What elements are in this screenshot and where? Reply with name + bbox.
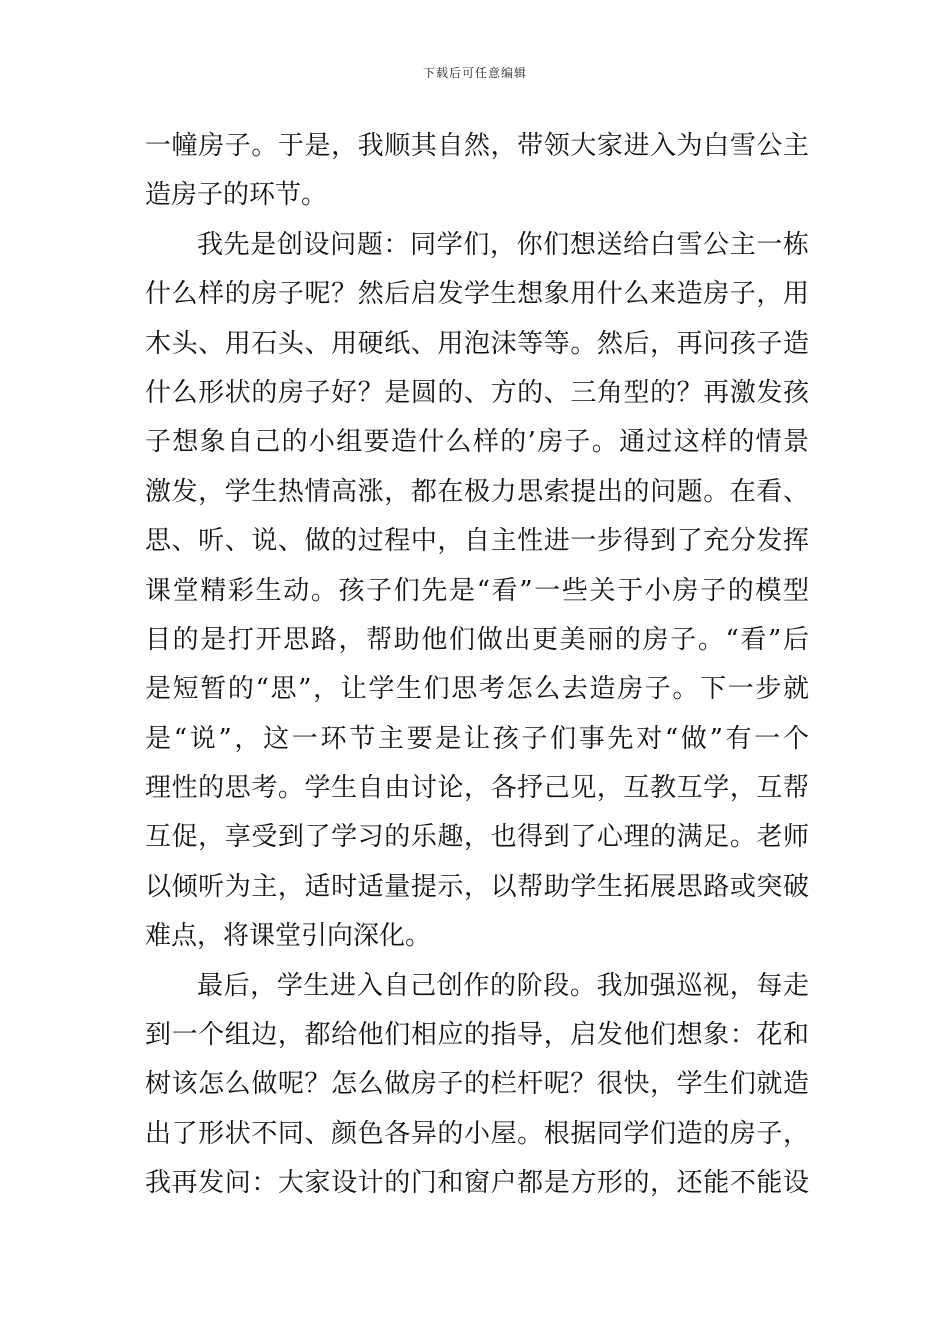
text-line: 最后，学生进入自己创作的阶段。我加强巡视，每走 xyxy=(197,970,809,1001)
text-line: 木头、用石头、用硬纸、用泡沫等等。然后，再问孩子造 xyxy=(145,328,809,359)
text-line: 出了形状不同、颜色各异的小屋。根据同学们造的房子， xyxy=(145,1118,809,1149)
text-line: 一幢房子。于是，我顺其自然，带领大家进入为白雪公主 xyxy=(145,131,809,161)
text-line: 我再发问：大家设计的门和窗户都是方形的，还能不能设 xyxy=(145,1168,809,1199)
text-line: 什么样的房子呢？然后启发学生想象用什么来造房子，用 xyxy=(145,279,809,310)
text-line: 什么形状的房子好？是圆的、方的、三角型的？再激发孩 xyxy=(145,377,809,408)
body-text xyxy=(145,122,809,1209)
text-line: 难点，将课堂引向深化。 xyxy=(145,921,432,952)
page-header-note: 下载后可任意编辑 xyxy=(422,66,527,80)
text-line: 互促，享受到了学习的乐趣，也得到了心理的满足。老师 xyxy=(145,822,809,853)
text-line: 子想象自己的小组要造什么样的’房子。通过这样的情景 xyxy=(145,427,809,458)
text-line: 树该怎么做呢？怎么做房子的栏杆呢？很快，学生们就造 xyxy=(145,1069,809,1100)
text-line: 造房子的环节。 xyxy=(145,180,328,211)
text-line: 思、听、说、做的过程中，自主性进一步得到了充分发挥 xyxy=(145,526,809,557)
text-line: 以倾听为主，适时适量提示，以帮助学生拓展思路或突破 xyxy=(145,871,809,902)
text-line: 理性的思考。学生自由讨论，各抒己见，互教互学，互帮 xyxy=(145,773,809,804)
text-line: 目的是打开思路，帮助他们做出更美丽的房子。“看”后 xyxy=(145,624,809,655)
text-line: 课堂精彩生动。孩子们先是“看”一些关于小房子的模型 xyxy=(145,575,809,606)
text-line: 到一个组边，都给他们相应的指导，启发他们想象：花和 xyxy=(145,1020,809,1051)
text-line: 激发，学生热情高涨，都在极力思索提出的问题。在看、 xyxy=(145,476,809,507)
text-line: 是“说”，这一环节主要是让孩子们事先对“做”有一个 xyxy=(145,723,809,754)
text-line: 是短暂的“思”，让学生们思考怎么去造房子。下一步就 xyxy=(145,674,809,705)
text-line: 我先是创设问题：同学们，你们想送给白雪公主一栋 xyxy=(197,229,809,260)
